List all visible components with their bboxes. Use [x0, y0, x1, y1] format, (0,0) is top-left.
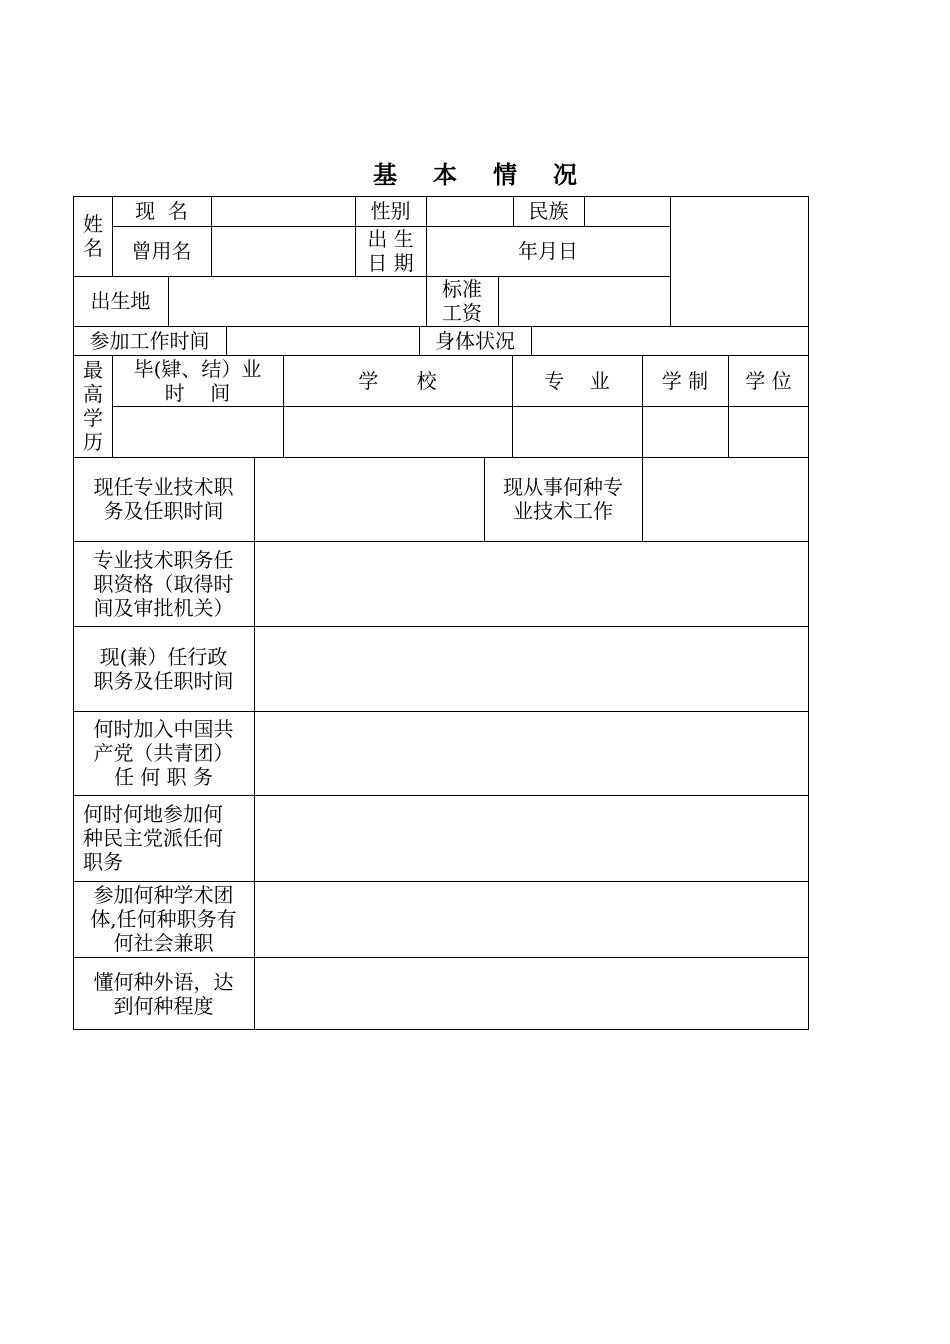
tech-work-label: 现从事何种专 业技术工作 [503, 475, 623, 523]
tech-qualification-field[interactable] [255, 542, 808, 625]
major-label: 专 业 [544, 368, 610, 393]
birth-date-label: 出 生 日 期 [367, 227, 414, 275]
democratic-party-field[interactable] [255, 796, 808, 880]
title-char: 本 [433, 160, 457, 189]
health-label: 身体状况 [435, 328, 515, 353]
former-name-label: 曾用名 [131, 239, 192, 263]
tech-title-label: 现任专业技术职 务及任职时间 [93, 475, 234, 523]
current-name-field[interactable] [212, 197, 354, 225]
gender-field[interactable] [427, 197, 512, 225]
school-label: 学 校 [358, 368, 437, 393]
title-char: 情 [493, 160, 517, 189]
standard-salary-field[interactable] [499, 277, 669, 325]
graduation-time-field[interactable] [113, 407, 282, 456]
academic-label: 参加何种学术团 体,任何种职务有 何社会兼职 [90, 883, 237, 955]
degree-field[interactable] [729, 407, 808, 456]
party-field[interactable] [255, 712, 808, 794]
birthplace-field[interactable] [169, 277, 425, 325]
title-char: 况 [553, 160, 577, 189]
current-name-label: 现 名 [135, 199, 188, 223]
tech-title-field[interactable] [255, 458, 483, 540]
democratic-party-label: 何时何地参加何 种民主党派任何 职务 [83, 802, 223, 874]
health-field[interactable] [532, 327, 808, 354]
school-field[interactable] [284, 407, 511, 456]
tech-work-field[interactable] [643, 458, 808, 540]
academic-field[interactable] [255, 882, 808, 956]
work-start-label: 参加工作时间 [89, 328, 210, 353]
degree-label: 学 位 [745, 368, 792, 393]
ethnicity-label: 民族 [528, 199, 569, 223]
duration-field[interactable] [643, 407, 727, 456]
gender-label: 性别 [370, 199, 411, 223]
tech-qualification-label: 专业技术职务任 职资格（取得时 间及审批机关） [93, 547, 234, 620]
language-label: 懂何种外语，达 到何种程度 [93, 969, 234, 1018]
work-start-field[interactable] [227, 327, 418, 354]
admin-post-label: 现(兼）任行政 职务及任职时间 [93, 644, 234, 693]
former-name-field[interactable] [212, 227, 354, 275]
birth-date-value: 年月日 [518, 239, 578, 263]
major-field[interactable] [513, 407, 641, 456]
admin-post-field[interactable] [255, 627, 808, 710]
duration-label: 学 制 [661, 368, 709, 393]
graduation-time-label: 毕(肄、结）业 时 间 [133, 356, 262, 405]
party-label: 何时加入中国共 产党（共青团） 任 何 职 务 [93, 717, 234, 789]
highest-education-label: 最 高 学 历 [83, 358, 103, 454]
form-title [0, 155, 950, 190]
ethnicity-field[interactable] [585, 197, 669, 225]
name-label: 姓 名 [83, 212, 103, 260]
photo-area[interactable] [671, 197, 808, 325]
standard-salary-label: 标准 工资 [442, 277, 482, 325]
title-char: 基 [373, 160, 397, 189]
birthplace-label: 出生地 [90, 289, 151, 313]
language-field[interactable] [255, 958, 808, 1029]
